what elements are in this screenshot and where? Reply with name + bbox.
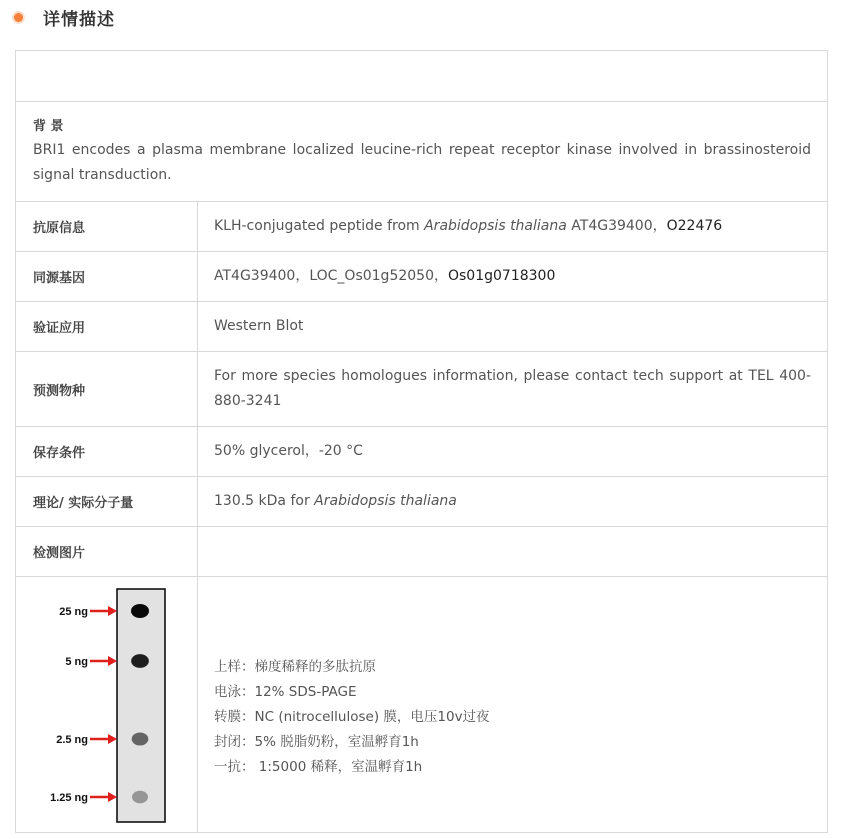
antigen-row bbox=[16, 202, 827, 252]
arrow-head-icon bbox=[108, 734, 117, 744]
background-title: 背 景 bbox=[33, 119, 64, 134]
protocol-note: 上样：梯度稀释的多肽抗原 bbox=[214, 659, 376, 675]
image-row bbox=[16, 527, 827, 577]
arrow-head-icon bbox=[108, 656, 117, 666]
antigen-value bbox=[198, 202, 827, 251]
background-text: BRI1 encodes a plasma membrane localized leucine-rich repeat receptor kinase involved in brassinosteroid signal transduction. bbox=[33, 142, 811, 183]
blot-dot bbox=[132, 791, 148, 804]
application-label: 验证应用 bbox=[16, 302, 198, 351]
blot-amount-label: 5 ng bbox=[65, 656, 88, 668]
dot-blot-image bbox=[16, 577, 197, 832]
blank-row bbox=[16, 51, 827, 102]
protocol-note: 转膜：NC (nitrocellulose) 膜，电压10v过夜 bbox=[214, 709, 490, 725]
blot-dot bbox=[131, 604, 149, 618]
blot-amount-label: 1.25 ng bbox=[50, 792, 88, 804]
notes-cell bbox=[198, 577, 827, 833]
mw-row bbox=[16, 477, 827, 527]
mw-prefix: 130.5 kDa for bbox=[214, 493, 315, 509]
antigen-prefix: KLH-conjugated peptide from bbox=[214, 218, 425, 234]
storage-value: 50% glycerol，-20 °C bbox=[214, 443, 363, 459]
detail-table bbox=[15, 50, 828, 833]
mw-label: 理论/ 实际分子量 bbox=[16, 477, 198, 526]
storage-label: 保存条件 bbox=[16, 427, 198, 476]
species-row bbox=[16, 352, 827, 427]
homolog-label: 同源基因 bbox=[16, 252, 198, 301]
blot-membrane bbox=[117, 589, 165, 822]
arrow-head-icon bbox=[108, 606, 117, 616]
antigen-label: 抗原信息 bbox=[16, 202, 198, 251]
protocol-note: 电泳：12% SDS-PAGE bbox=[214, 684, 357, 700]
application-value: Western Blot bbox=[214, 318, 304, 334]
arrow-head-icon bbox=[108, 792, 117, 802]
species-label: 预测物种 bbox=[16, 352, 198, 426]
storage-row bbox=[16, 427, 827, 477]
bullet-dot-icon bbox=[14, 13, 23, 22]
antigen-accession: O22476 bbox=[666, 218, 723, 234]
image-value bbox=[198, 527, 827, 576]
homolog-accession: Os01g0718300 bbox=[447, 268, 556, 284]
section-title: 详情描述 bbox=[43, 9, 115, 30]
homolog-value bbox=[198, 252, 827, 301]
mw-value bbox=[198, 477, 827, 526]
blot-amount-label: 25 ng bbox=[59, 606, 88, 618]
blot-cell bbox=[16, 577, 198, 833]
background-row bbox=[16, 102, 827, 202]
blot-dot bbox=[131, 654, 149, 668]
protocol-note: 封闭：5% 脱脂奶粉，室温孵育1h bbox=[214, 734, 419, 750]
blot-dot bbox=[132, 732, 149, 745]
homolog-row bbox=[16, 252, 827, 302]
antigen-species: Arabidopsis thaliana bbox=[424, 218, 567, 234]
homolog-text: AT4G39400，LOC_Os01g52050， bbox=[214, 268, 448, 284]
protocol-note: 一抗： 1:5000 稀释，室温孵育1h bbox=[214, 759, 423, 775]
image-label: 检测图片 bbox=[16, 527, 198, 576]
protocol-notes bbox=[214, 577, 490, 780]
antigen-gene: AT4G39400， bbox=[566, 218, 667, 234]
mw-species: Arabidopsis thaliana bbox=[314, 493, 457, 509]
blot-amount-label: 2.5 ng bbox=[56, 734, 88, 746]
section-heading bbox=[14, 4, 115, 30]
blot-row bbox=[16, 577, 827, 833]
application-row bbox=[16, 302, 827, 352]
species-value: For more species homologues information, please contact tech support at TEL 400-880-3241 bbox=[214, 368, 811, 409]
